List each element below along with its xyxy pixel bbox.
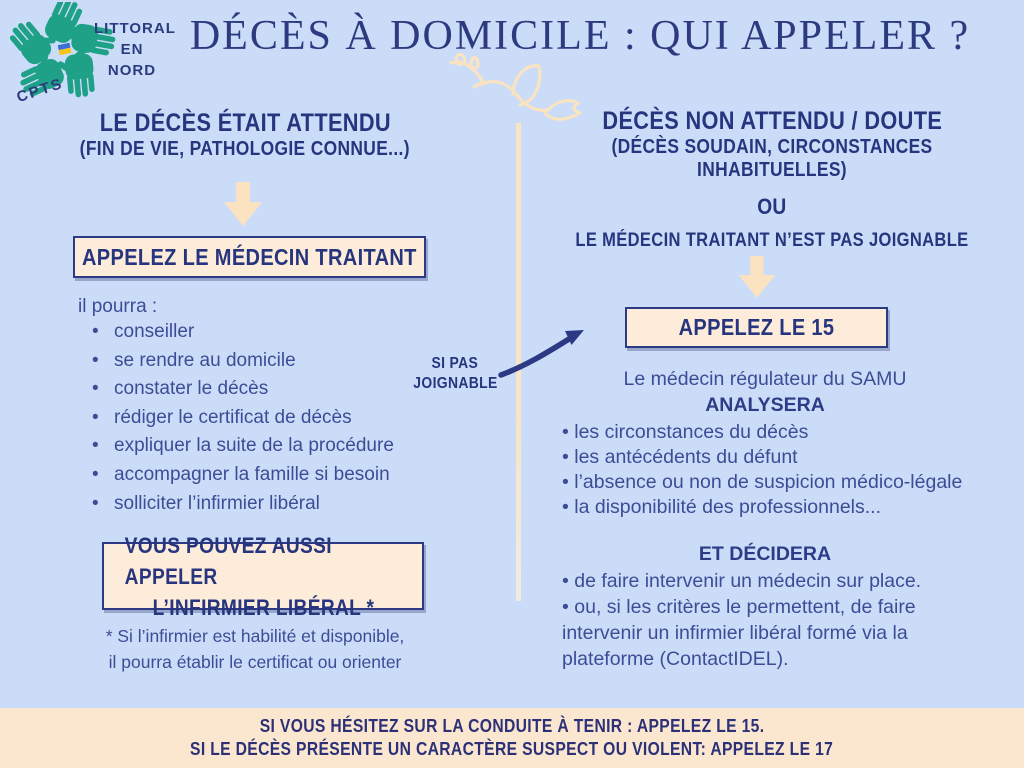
gp-capabilities-list — [88, 318, 448, 518]
right-heading-2: LE MÉDECIN TRAITANT N’EST PAS JOIGNABLE — [575, 230, 969, 251]
logo-cpts-label: CPTS — [14, 74, 66, 107]
list-item: • accompagner la famille si besoin — [88, 461, 448, 490]
nurse-footnote — [60, 623, 450, 675]
if-unreachable-line-1: SI PAS — [431, 355, 479, 372]
right-column-heading — [525, 108, 1019, 252]
footer-line-2: SI LE DÉCÈS PRÉSENTE UN CARACTÈRE SUSPECT OU VIOLENT: APPELEZ LE 17 — [190, 739, 834, 759]
list-item: • solliciter l’infirmier libéral — [88, 490, 448, 519]
list-item: • constater le décès — [88, 375, 448, 404]
call-nurse-line-1: VOUS POUVEZ AUSSI APPELER — [124, 532, 332, 589]
if-unreachable-line-2: JOIGNABLE — [412, 375, 498, 392]
analysera-label: ANALYSERA — [705, 394, 825, 416]
list-item: • se rendre au domicile — [88, 347, 448, 376]
footer-banner — [0, 708, 1024, 768]
left-column-heading — [55, 110, 435, 161]
list-item: • l’absence ou non de suspicion médico-légale — [562, 470, 1012, 495]
call-gp-box — [73, 236, 426, 278]
list-item: • de faire intervenir un médecin sur place. — [562, 568, 994, 594]
samu-line: Le médecin régulateur du SAMU — [623, 368, 907, 390]
list-item: • les circonstances du décès — [562, 420, 1012, 445]
samu-analysis-list — [562, 420, 1012, 520]
down-arrow-icon-left — [221, 182, 265, 226]
call-gp-label: APPELEZ LE MÉDECIN TRAITANT — [82, 243, 417, 270]
list-item: • ou, si les critères le permettent, de faire intervenir un infirmier libéral formé via la plateforme (ContactIDEL). — [562, 594, 994, 672]
list-item: • les antécédents du défunt — [562, 445, 1012, 470]
left-heading: LE DÉCÈS ÉTAIT ATTENDU — [99, 109, 391, 137]
page-title: DÉCÈS À DOMICILE : QUI APPELER ? — [189, 13, 971, 59]
gp-intro: il pourra : — [78, 296, 158, 317]
call-15-label: APPELEZ LE 15 — [678, 314, 835, 340]
right-subheading: (DÉCÈS SOUDAIN, CIRCONSTANCES INHABITUELLES) — [611, 136, 933, 181]
cpts-logo — [8, 2, 176, 120]
logo-line-2: EN — [120, 41, 144, 58]
list-item: • conseiller — [88, 318, 448, 347]
if-unreachable-label — [405, 354, 505, 394]
down-arrow-icon-right — [735, 256, 779, 298]
call-nurse-box — [102, 532, 424, 620]
right-heading: DÉCÈS NON ATTENDU / DOUTE — [602, 107, 942, 135]
footnote-line-1: * Si l’infirmier est habilité et disponible, — [105, 626, 405, 646]
footnote-line-2: il pourra établir le certificat ou orienter — [108, 652, 402, 672]
list-item: • la disponibilité des professionnels... — [562, 495, 1012, 520]
left-subheading: (FIN DE VIE, PATHOLOGIE CONNUE...) — [79, 138, 411, 160]
samu-decision-list — [562, 568, 994, 672]
or-label: OU — [757, 194, 787, 219]
call-nurse-line-2: L’INFIRMIER LIBÉRAL * — [152, 594, 374, 620]
logo-line-1: LITTORAL — [94, 20, 176, 37]
decidera-label: ET DÉCIDERA — [698, 543, 832, 565]
list-item: • expliquer la suite de la procédure — [88, 432, 448, 461]
call-15-box — [625, 307, 888, 348]
footer-line-1: SI VOUS HÉSITEZ SUR LA CONDUITE À TENIR : APPELEZ LE 15. — [259, 716, 765, 736]
logo-line-3: NORD — [107, 62, 157, 79]
list-item: • rédiger le certificat de décès — [88, 404, 448, 433]
